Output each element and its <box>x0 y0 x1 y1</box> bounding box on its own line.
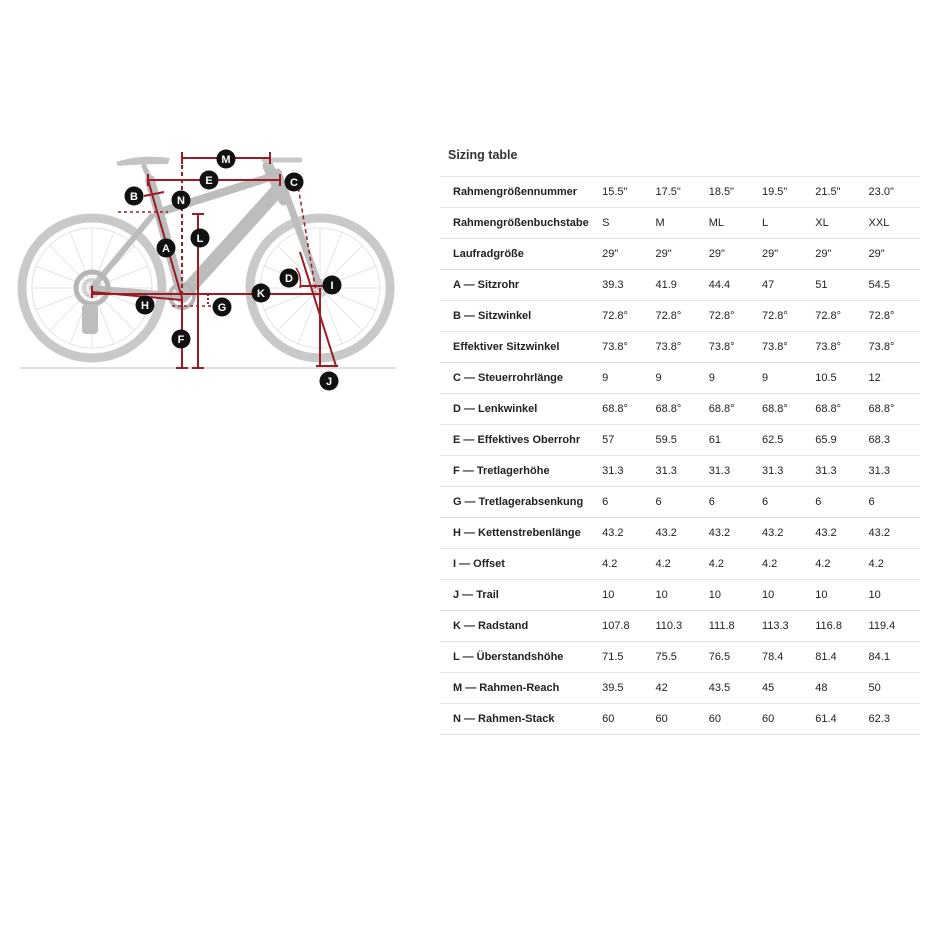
table-cell: 29" <box>762 239 815 270</box>
table-cell: 29" <box>869 239 920 270</box>
table-row <box>440 611 920 642</box>
badge-a-label: A <box>162 243 170 256</box>
table-cell: 60 <box>709 704 762 735</box>
table-cell: 68.8° <box>655 394 708 425</box>
table-cell: 4.2 <box>869 549 920 580</box>
table-row <box>440 487 920 518</box>
table-cell: 43.2 <box>762 518 815 549</box>
badge-f <box>172 330 191 349</box>
sizing-table-body <box>440 177 920 735</box>
row-label: C — Steuerrohrlänge <box>440 363 602 394</box>
table-cell: 51 <box>815 270 868 301</box>
row-label: N — Rahmen-Stack <box>440 704 602 735</box>
table-cell: 43.2 <box>602 518 655 549</box>
table-row <box>440 425 920 456</box>
badge-f-label: F <box>177 334 185 347</box>
table-cell: 68.8° <box>602 394 655 425</box>
table-row <box>440 704 920 735</box>
table-cell: 9 <box>762 363 815 394</box>
table-cell: 113.3 <box>762 611 815 642</box>
badge-k <box>252 284 271 303</box>
table-cell: 62.5 <box>762 425 815 456</box>
row-label: M — Rahmen-Reach <box>440 673 602 704</box>
table-row <box>440 673 920 704</box>
table-cell: 29" <box>709 239 762 270</box>
table-cell: 72.8° <box>762 301 815 332</box>
table-cell: 110.3 <box>655 611 708 642</box>
badge-g <box>213 298 232 317</box>
row-label: I — Offset <box>440 549 602 580</box>
row-label: Laufradgröße <box>440 239 602 270</box>
badge-c-label: C <box>290 177 298 190</box>
table-cell: 111.8 <box>709 611 762 642</box>
table-cell: 73.8° <box>869 332 920 363</box>
table-cell: 72.8° <box>815 301 868 332</box>
table-cell: 6 <box>762 487 815 518</box>
table-cell: 10 <box>762 580 815 611</box>
table-cell: 59.5 <box>655 425 708 456</box>
row-label: J — Trail <box>440 580 602 611</box>
badge-m-label: M <box>221 154 231 167</box>
table-cell: 6 <box>869 487 920 518</box>
table-cell: 29" <box>655 239 708 270</box>
badge-i <box>323 276 342 295</box>
table-cell: 31.3 <box>602 456 655 487</box>
table-cell: 19.5" <box>762 177 815 208</box>
badge-g-label: G <box>217 302 227 315</box>
badge-b-label: B <box>130 191 138 204</box>
badge-k-label: K <box>257 288 265 301</box>
table-cell: 10.5 <box>815 363 868 394</box>
table-cell: 71.5 <box>602 642 655 673</box>
table-cell: 10 <box>869 580 920 611</box>
table-cell: 43.2 <box>709 518 762 549</box>
table-row <box>440 332 920 363</box>
badge-e-label: E <box>205 175 213 188</box>
table-cell: 15.5" <box>602 177 655 208</box>
table-row <box>440 549 920 580</box>
table-cell: 68.8° <box>762 394 815 425</box>
badge-l <box>191 229 210 248</box>
badge-d-label: D <box>285 273 293 286</box>
row-label: Rahmengrößennummer <box>440 177 602 208</box>
table-cell: 18.5" <box>709 177 762 208</box>
badge-j <box>320 372 339 391</box>
badge-j-label: J <box>325 376 333 389</box>
table-cell: 10 <box>709 580 762 611</box>
table-cell: 72.8° <box>709 301 762 332</box>
table-cell: 68.3 <box>869 425 920 456</box>
table-cell: 50 <box>869 673 920 704</box>
table-cell: 43.5 <box>709 673 762 704</box>
table-cell: 6 <box>602 487 655 518</box>
table-cell: 31.3 <box>709 456 762 487</box>
table-cell: 68.8° <box>815 394 868 425</box>
table-cell: 39.3 <box>602 270 655 301</box>
row-label: G — Tretlagerabsenkung <box>440 487 602 518</box>
table-row <box>440 363 920 394</box>
table-row <box>440 518 920 549</box>
row-label: E — Effektives Oberrohr <box>440 425 602 456</box>
table-cell: 9 <box>709 363 762 394</box>
table-cell: 60 <box>762 704 815 735</box>
table-cell: 4.2 <box>655 549 708 580</box>
table-cell: 72.8° <box>602 301 655 332</box>
table-cell: 4.2 <box>709 549 762 580</box>
bike-geometry-diagram <box>0 0 420 420</box>
table-cell: 23.0" <box>869 177 920 208</box>
table-cell: 73.8° <box>655 332 708 363</box>
row-label: D — Lenkwinkel <box>440 394 602 425</box>
sizing-table <box>440 176 920 735</box>
table-cell: 39.5 <box>602 673 655 704</box>
table-cell: 21.5" <box>815 177 868 208</box>
table-row <box>440 580 920 611</box>
badge-e <box>200 171 219 190</box>
badge-i-label: I <box>330 280 334 293</box>
row-label: H — Kettenstrebenlänge <box>440 518 602 549</box>
badge-c <box>285 173 304 192</box>
table-cell: 48 <box>815 673 868 704</box>
table-cell: 62.3 <box>869 704 920 735</box>
badge-n <box>172 191 191 210</box>
table-cell: 41.9 <box>655 270 708 301</box>
table-row <box>440 177 920 208</box>
table-cell: 47 <box>762 270 815 301</box>
table-cell: 43.2 <box>815 518 868 549</box>
table-cell: XL <box>815 208 868 239</box>
table-cell: 65.9 <box>815 425 868 456</box>
table-cell: 4.2 <box>762 549 815 580</box>
table-cell: 6 <box>655 487 708 518</box>
table-cell: 9 <box>602 363 655 394</box>
badge-h <box>136 296 155 315</box>
table-cell: 73.8° <box>815 332 868 363</box>
table-cell: 31.3 <box>815 456 868 487</box>
badge-h-label: H <box>141 300 149 313</box>
table-cell: 43.2 <box>869 518 920 549</box>
table-cell: S <box>602 208 655 239</box>
table-cell: 76.5 <box>709 642 762 673</box>
table-cell: 44.4 <box>709 270 762 301</box>
table-cell: M <box>655 208 708 239</box>
table-cell: 54.5 <box>869 270 920 301</box>
badge-l-label: L <box>196 233 204 246</box>
table-cell: 73.8° <box>602 332 655 363</box>
table-cell: 61.4 <box>815 704 868 735</box>
row-label: Rahmengrößenbuchstabe <box>440 208 602 239</box>
table-cell: 29" <box>815 239 868 270</box>
table-cell: 17.5" <box>655 177 708 208</box>
table-cell: 12 <box>869 363 920 394</box>
table-cell: 68.8° <box>709 394 762 425</box>
badge-m <box>217 150 236 169</box>
table-cell: 60 <box>655 704 708 735</box>
badge-d <box>280 269 299 288</box>
table-cell: 73.8° <box>709 332 762 363</box>
table-cell: 10 <box>655 580 708 611</box>
badge-a <box>157 239 176 258</box>
table-cell: 4.2 <box>815 549 868 580</box>
table-cell: L <box>762 208 815 239</box>
table-cell: 10 <box>602 580 655 611</box>
table-cell: 68.8° <box>869 394 920 425</box>
table-row <box>440 208 920 239</box>
table-cell: 119.4 <box>869 611 920 642</box>
table-cell: 116.8 <box>815 611 868 642</box>
table-cell: 9 <box>655 363 708 394</box>
badge-n-label: N <box>177 195 185 208</box>
table-cell: 84.1 <box>869 642 920 673</box>
table-cell: 4.2 <box>602 549 655 580</box>
table-cell: 45 <box>762 673 815 704</box>
row-label: Effektiver Sitzwinkel <box>440 332 602 363</box>
table-cell: 57 <box>602 425 655 456</box>
badge-b <box>125 187 144 206</box>
row-label: L — Überstandshöhe <box>440 642 602 673</box>
table-cell: 10 <box>815 580 868 611</box>
table-cell: 6 <box>815 487 868 518</box>
table-row <box>440 301 920 332</box>
table-cell: 75.5 <box>655 642 708 673</box>
table-cell: 31.3 <box>655 456 708 487</box>
row-label: K — Radstand <box>440 611 602 642</box>
sizing-table-title: Sizing table <box>448 148 518 162</box>
table-row <box>440 270 920 301</box>
table-cell: 107.8 <box>602 611 655 642</box>
row-label: F — Tretlagerhöhe <box>440 456 602 487</box>
table-cell: 78.4 <box>762 642 815 673</box>
table-cell: 72.8° <box>869 301 920 332</box>
table-cell: 61 <box>709 425 762 456</box>
table-cell: 31.3 <box>869 456 920 487</box>
table-cell: 6 <box>709 487 762 518</box>
row-label: A — Sitzrohr <box>440 270 602 301</box>
table-cell: 29" <box>602 239 655 270</box>
table-cell: 60 <box>602 704 655 735</box>
table-row <box>440 239 920 270</box>
table-cell: 81.4 <box>815 642 868 673</box>
table-cell: 73.8° <box>762 332 815 363</box>
table-cell: XXL <box>869 208 920 239</box>
table-row <box>440 642 920 673</box>
row-label: B — Sitzwinkel <box>440 301 602 332</box>
table-cell: ML <box>709 208 762 239</box>
table-cell: 31.3 <box>762 456 815 487</box>
table-cell: 42 <box>655 673 708 704</box>
table-row <box>440 456 920 487</box>
table-cell: 72.8° <box>655 301 708 332</box>
table-cell: 43.2 <box>655 518 708 549</box>
table-row <box>440 394 920 425</box>
